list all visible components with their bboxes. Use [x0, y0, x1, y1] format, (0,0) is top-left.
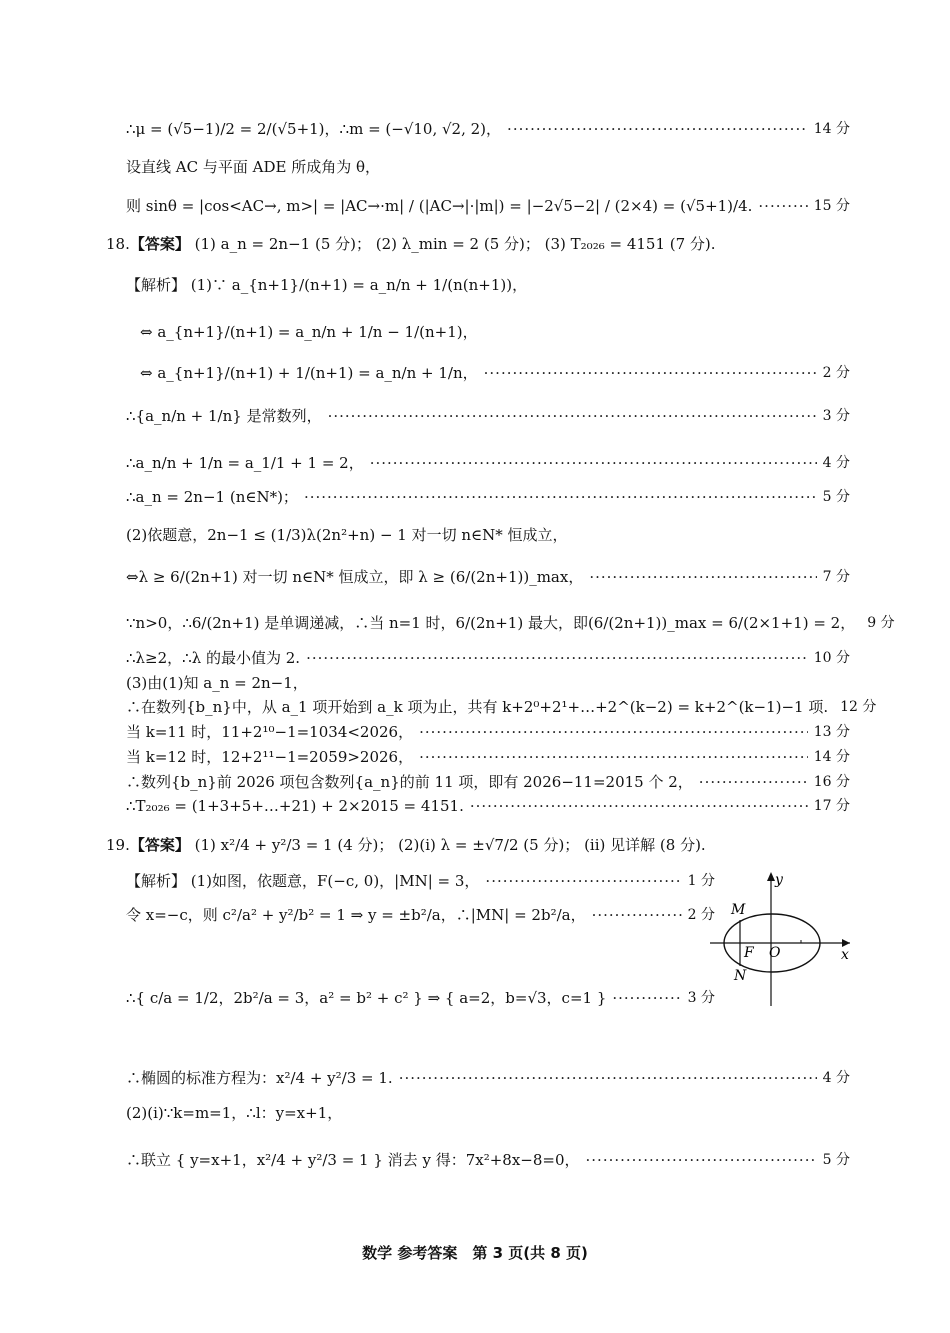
- line: [126, 567, 850, 587]
- equation: (2)(i)∵k=m=1，∴l：y=x+1，: [126, 1104, 343, 1122]
- y-axis-arrow: [767, 872, 775, 881]
- equation: ∴{ c/a = 1/2，2b²/a = 3，a² = b² + c² } ⇒ { a=2，b=√3，c=1 }: [126, 989, 607, 1007]
- line: [140, 322, 850, 342]
- line: [126, 722, 850, 742]
- line: [126, 613, 895, 633]
- equation: ∴a_n = 2n−1 (n∈N*)；: [126, 488, 298, 506]
- question-number: 18.: [106, 235, 130, 253]
- equation: 设直线 AC 与平面 ADE 所成角为 θ，: [126, 158, 380, 176]
- label-o: O: [769, 945, 781, 961]
- equation: ⇔ a_{n+1}/(n+1) + 1/(n+1) = a_n/n + 1/n，: [140, 364, 478, 382]
- line: [126, 772, 850, 792]
- line: [126, 988, 715, 1008]
- score: 10 分: [813, 650, 850, 666]
- equation: (2)依题意，2n−1 ≤ (1/3)λ(2n²+n) − 1 对一切 n∈N* 恒成立，: [126, 526, 568, 544]
- line: [126, 747, 850, 767]
- score: 1 分: [687, 873, 715, 889]
- x-axis-arrow: [842, 939, 850, 947]
- score: 16 分: [813, 774, 850, 790]
- score: 14 分: [813, 121, 850, 137]
- equation: 当 k=12 时，12+2¹¹−1=2059>2026，: [126, 748, 414, 766]
- label-x: x: [841, 947, 849, 963]
- label-n: N: [734, 968, 747, 984]
- line: [126, 697, 877, 717]
- equation: 当 k=11 时，11+2¹⁰−1=1034<2026，: [126, 723, 414, 741]
- score: 3 分: [687, 990, 715, 1006]
- question-number: 19.: [106, 836, 130, 854]
- answer-19: [106, 835, 706, 855]
- equation: 则 sinθ = |cos<AC→, m>| = |AC→·m| / (|AC→|·|m|) = |−2√5−2| / (2×4) = (√5+1)/4.: [126, 197, 753, 215]
- equation: ∵n>0，∴6/(2n+1) 是单调递减，∴当 n=1 时，6/(2n+1) 最大，即(6/(2n+1))_max = 6/(2×1+1) = 2，: [126, 614, 856, 632]
- score: 4 分: [822, 1070, 850, 1086]
- label-f: F: [744, 945, 754, 961]
- line: [126, 1150, 850, 1170]
- score: 9 分: [867, 615, 895, 631]
- score: 17 分: [813, 798, 850, 814]
- line: [126, 1068, 850, 1088]
- equation: (3)由(1)知 a_n = 2n−1，: [126, 674, 308, 692]
- score: 2 分: [687, 907, 715, 923]
- line: [126, 275, 850, 295]
- line: [126, 1103, 850, 1123]
- answer-18: [106, 234, 716, 254]
- ellipse-figure: [705, 868, 855, 1010]
- line: [126, 673, 850, 693]
- line: [126, 525, 850, 545]
- answer-text: (1) a_n = 2n−1 (5 分)； (2) λ_min = 2 (5 分)； (3) T₂₀₂₆ = 4151 (7 分).: [194, 235, 716, 253]
- equation: ∴椭圆的标准方程为：x²/4 + y²/3 = 1.: [126, 1069, 393, 1087]
- answer-tag: 【答案】: [129, 836, 190, 854]
- equation: ∴λ≥2，∴λ 的最小值为 2.: [126, 649, 301, 667]
- score: 12 分: [840, 699, 877, 715]
- equation: ∴在数列{b_n}中，从 a_1 项开始到 a_k 项为止，共有 k+2⁰+2¹+…+2^(k−2) = k+2^(k−1)−1 项.: [126, 698, 829, 716]
- line: [126, 905, 715, 925]
- equation: ⇔λ ≥ 6/(2n+1) 对一切 n∈N* 恒成立，即 λ ≥ (6/(2n+1))_max，: [126, 568, 584, 586]
- answer-tag: 【答案】: [129, 235, 190, 253]
- line: [140, 363, 850, 383]
- line-mu: [126, 119, 850, 139]
- score: 4 分: [822, 455, 850, 471]
- score: 14 分: [813, 749, 850, 765]
- label-y: y: [775, 872, 783, 888]
- line: [126, 648, 850, 668]
- score: 5 分: [822, 1152, 850, 1168]
- equation: ⇔ a_{n+1}/(n+1) = a_n/n + 1/n − 1/(n+1)，: [140, 323, 478, 341]
- equation: 【解析】 (1)∵ a_{n+1}/(n+1) = a_n/n + 1/(n(n+1))，: [126, 276, 528, 294]
- score: 5 分: [822, 489, 850, 505]
- line-angle: [126, 157, 850, 177]
- equation: ∴T₂₀₂₆ = (1+3+5+…+21) + 2×2015 = 4151.: [126, 797, 464, 815]
- equation: ∴{a_n/n + 1/n} 是常数列，: [126, 407, 322, 425]
- score: 3 分: [822, 408, 850, 424]
- line-sin: [126, 196, 850, 216]
- score: 15 分: [813, 198, 850, 214]
- equation: 令 x=−c，则 c²/a² + y²/b² = 1 ⇒ y = ±b²/a，∴|MN| = 2b²/a，: [126, 906, 586, 924]
- page-footer: 数学 参考答案 第 3 页(共 8 页): [362, 1244, 588, 1262]
- score: 7 分: [822, 569, 850, 585]
- equation: 【解析】 (1)如图，依题意，F(−c, 0)，|MN| = 3，: [126, 872, 480, 890]
- line: [126, 796, 850, 816]
- line: [126, 871, 715, 891]
- equation: ∴联立 { y=x+1，x²/4 + y²/3 = 1 } 消去 y 得：7x²+8x−8=0，: [126, 1151, 580, 1169]
- equation: ∴μ = (√5−1)/2 = 2/(√5+1)，∴m = (−√10, √2, 2)，: [126, 120, 502, 138]
- answer-text: (1) x²/4 + y²/3 = 1 (4 分)； (2)(i) λ = ±√7/2 (5 分)； (ii) 见详解 (8 分).: [194, 836, 706, 854]
- label-m: M: [731, 902, 746, 918]
- equation: ∴数列{b_n}前 2026 项包含数列{a_n}的前 11 项，即有 2026−11=2015 个 2，: [126, 773, 693, 791]
- line: [126, 406, 850, 426]
- line: [126, 453, 850, 473]
- line: [126, 487, 850, 507]
- score: 2 分: [822, 365, 850, 381]
- equation: ∴a_n/n + 1/n = a_1/1 + 1 = 2，: [126, 454, 364, 472]
- score: 13 分: [813, 724, 850, 740]
